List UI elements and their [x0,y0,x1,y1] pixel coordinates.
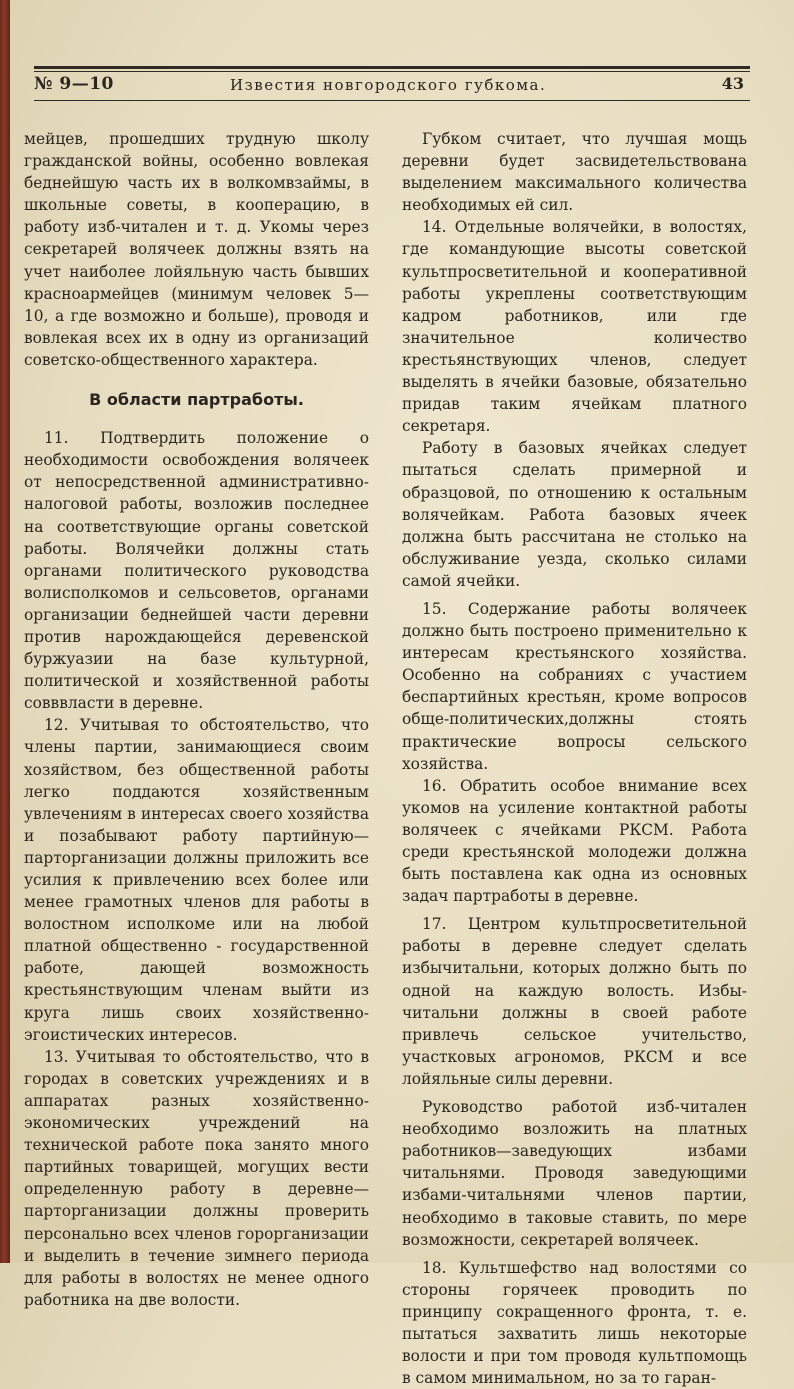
running-header [34,66,750,102]
paragraph-17: 17. Центром культпросветительной работы в деревне следует сделать избычитальни, которых должно быть по одной на каждую волость. Избы-читальни должны в своей работе привлечь сельское учительство, участковых агрономов, РКСМ и все лойяльные силы деревни. [402,915,747,1088]
paragraph-12: 12. Учитывая то обстоятельство, что члены партии, занимающиеся своим хозяйством, без общественной работы легко поддаются хозяйственным увлечениям в интересах своего хозяйства и позабывают работу партийную—парторганизации должны приложить все усилия к привлечению всех более или менее грамотных членов для работы в волостном исполкоме или на любой платной общественно - государственной работе, дающей возможность крестьянствующим членам выйти из круга лишь своих хозяйственно-эгоистических интересов. [24,716,369,1044]
section-heading: В области партработы. [89,390,304,410]
paragraph-14-continued: Работу в базовых ячейках следует пытаться сделать примерной и образцовой, по отношению к остальным волячейкам. Работа базовых ячеек должна быть рассчитана не столько на обслуживание уезда, сколько силами самой ячейки. [402,439,747,590]
paragraph-16: 16. Обратить особое внимание всех укомов на усиление контактной работы волячеек с ячейками РКСМ. Работа среди крестьянской молодежи должна быть поставлена как одна из основных задач партработы в деревне. [402,776,747,906]
journal-page [22,0,774,1388]
paragraph-11: 11. Подтвердить положение о необходимости освобождения волячеек от непосредственной административно-налоговой работы, возложив последнее на соответствующие органы советской работы. Волячейки должны стать органами политического руководства волисполкомов и сельсоветов, органами организации беднейшей части деревни против нарождающейся деревенской буржуазии на базе культурной, политической и хозяйственной работы совввласти в деревне. [24,429,369,713]
paragraph-13: 13. Учитывая то обстоятельство, что в городах в советских учреждениях и в аппаратах разных хозяйственно-экономических учреждений на технической работе пока занято много партийных товарищей, могущих вести определенную работу в деревне—парторганизации должны проверить персонально всех членов горорганизации и выделить в течение зимнего периода для работы в волостях не менее одного работника на две волости. [24,1047,369,1309]
header-rule-top-thin [34,71,750,72]
paragraph-15: 15. Содержание работы волячеек должно быть построено применительно к интересам крестьянского хозяйства. Особенно на собраниях с участием беспартийных крестьян, кроме вопросов обще-политических,должны стоять практические вопросы сельского хозяйства. [402,599,747,773]
issue-number: № 9—10 [34,74,114,94]
journal-title: Известия новгородского губкома. [230,76,547,94]
paragraph-18: 18. Культшефство над волостями со стороны горячеек проводить по принципу сокращенного фронта, т. е. пытаться захватить лишь некоторые волости и при том проводя культпомощь в самом минимальном, но за то гаран- [402,1258,747,1388]
left-column [24,128,369,1311]
right-column [402,128,747,1389]
page-number: 43 [721,74,744,93]
paragraph-17-continued: Руководство работой изб-читален необходимо возложить на платных работников—заведующих избами читальнями. Проводя заведующими избами-читальнями членов партии, необходимо в таковые ставить, по мере возможности, секретарей волячеек. [402,1098,747,1249]
paragraph-14: 14. Отдельные волячейки, в волостях, где командующие высоты советской культпросветительной и кооперативной работы укреплены соответствующим кадром работников, или где значительное количество крестьянствующих членов, следует выделять в ячейки базовые, обязательно придав таким ячейкам платного секретаря. [402,218,747,436]
header-rule-bottom [34,100,750,101]
header-rule-top [34,66,750,69]
book-binding-edge [0,0,10,1263]
paragraph-continuation: мейцев, прошедших трудную школу гражданской войны, особенно вовлекая беднейшую часть их в волкомвзаймы, в школьные советы, в кооперацию, в работу изб-читален и т. д. Укомы через секретарей волячеек должны взять на учет наиболее лойяльную часть бывших красноармейцев (минимум человек 5—10, а где возможно и больше), проводя и вовлекая всех их в одну из организаций советско-общественного характера. [24,130,369,369]
paragraph-gubkom: Губком считает, что лучшая мощь деревни будет засвидетельствована выделением максимального количества необходимых ей сил. [402,130,747,215]
